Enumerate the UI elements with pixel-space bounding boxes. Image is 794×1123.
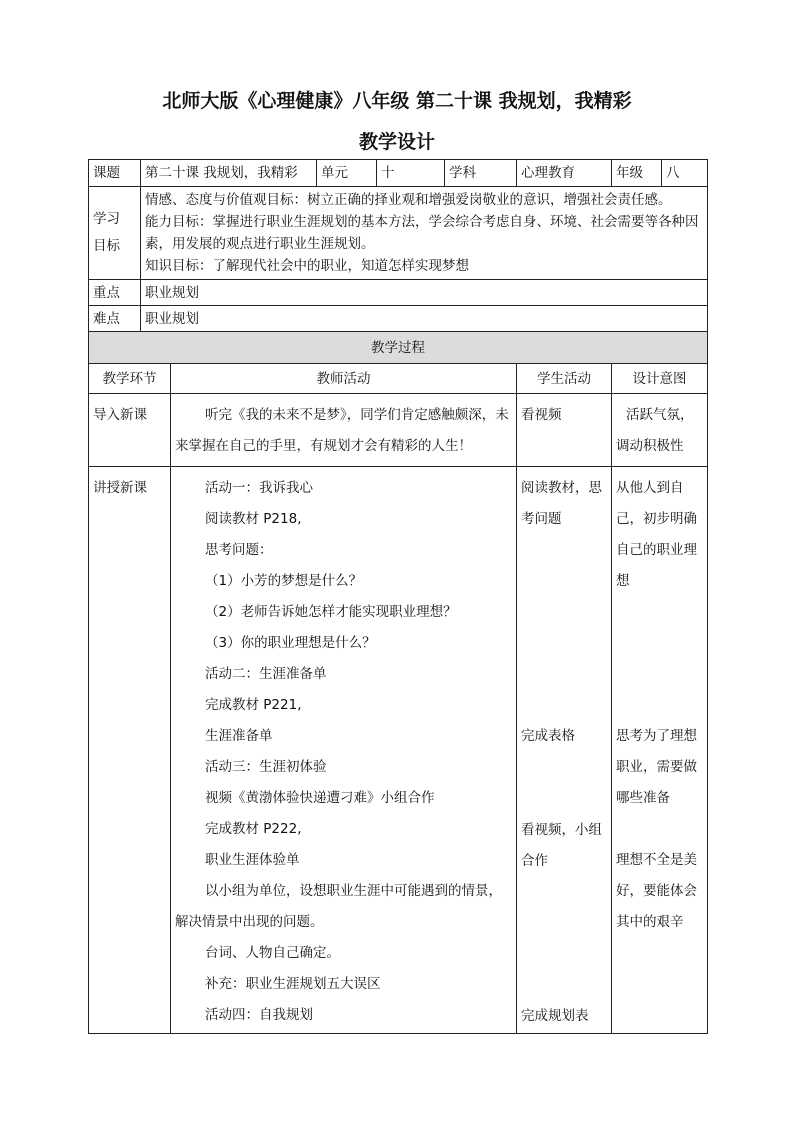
header-teacher: 教师活动 (171, 364, 517, 394)
goals-label-2: 目标 (93, 238, 120, 254)
teacher-line: （2）老师告诉她怎样才能实现职业理想？ (205, 604, 457, 620)
subject-label: 学科 (445, 160, 517, 187)
lecture-student (517, 467, 612, 1034)
student-activity: 完成规划表 (521, 1008, 589, 1024)
header-intent: 设计意图 (612, 364, 708, 394)
student-activity: 看视频，小组合作 (521, 822, 603, 869)
intro-intent: 活跃气氛，调动积极性 (612, 394, 708, 467)
difficulty-label: 难点 (89, 306, 141, 332)
teacher-line: 阅读教材 P218, (205, 511, 302, 527)
unit-label: 单元 (317, 160, 377, 187)
key-value: 职业规划 (141, 280, 708, 306)
teacher-line: 视频《黄渤体验快递遭刁难》小组合作 (205, 790, 435, 806)
teacher-line: （3）你的职业理想是什么？ (205, 635, 376, 651)
intro-row (89, 394, 708, 467)
teacher-line: 以小组为单位，设想职业生涯中可能遇到的情景，解决情景中出现的问题。 (175, 883, 502, 930)
design-intent: 从他人到自己，初步明确自己的职业理想 (616, 480, 698, 589)
unit-value: 十 (377, 160, 445, 187)
teacher-line: 生涯准备单 (205, 728, 273, 744)
difficulty-value: 职业规划 (141, 306, 708, 332)
lecture-teacher (171, 467, 517, 1034)
topic-label: 课题 (89, 160, 141, 187)
teacher-line: 思考问题： (205, 542, 273, 558)
teacher-line: 活动四：自我规划 (205, 1007, 313, 1023)
teacher-line: 职业生涯体验单 (205, 852, 300, 868)
process-title: 教学过程 (89, 332, 708, 364)
lecture-intent (612, 467, 708, 1034)
lecture-row (89, 467, 708, 1034)
teacher-line: 台词、人物自己确定。 (205, 945, 340, 961)
grade-label: 年级 (612, 160, 662, 187)
intro-phase: 导入新课 (89, 394, 171, 467)
lecture-phase: 讲授新课 (89, 467, 171, 1034)
teacher-line: 完成教材 P222, (205, 821, 302, 837)
teacher-line: 补充：职业生涯规划五大误区 (205, 976, 381, 992)
key-point-row (89, 280, 708, 306)
header-phase: 教学环节 (89, 364, 171, 394)
subject-value: 心理教育 (517, 160, 612, 187)
goals-row (89, 187, 708, 280)
grade-value: 八 (662, 160, 708, 187)
goals-label-1: 学习 (93, 211, 120, 227)
goal-emotion: 情感、态度与价值观目标：树立正确的择业观和增强爱岗敬业的意识，增强社会责任感。 (145, 192, 672, 208)
teacher-line: 活动二：生涯准备单 (205, 666, 327, 682)
header-student: 学生活动 (517, 364, 612, 394)
info-row (89, 160, 708, 187)
teacher-line: 完成教材 P221, (205, 697, 302, 713)
teacher-line: （1）小芳的梦想是什么？ (205, 573, 363, 589)
intro-teacher: 听完《我的未来不是梦》，同学们肯定感触颇深，未来掌握在自己的手里，有规划才会有精彩的人生！ (171, 394, 517, 467)
difficulty-row (89, 306, 708, 332)
intro-student: 看视频 (517, 394, 612, 467)
student-activity: 阅读教材，思考问题 (521, 480, 603, 527)
process-header-row (89, 364, 708, 394)
key-label: 重点 (89, 280, 141, 306)
teacher-line: 活动三：生涯初体验 (205, 759, 327, 775)
student-activity: 完成表格 (521, 728, 576, 744)
document-subtitle: 教学设计 (358, 131, 435, 153)
goal-ability: 能力目标：掌握进行职业生涯规划的基本方法，学会综合考虑自身、环境、社会需要等各种因素，用发展的观点进行职业生涯规划。 (145, 214, 699, 252)
process-section-row (89, 332, 708, 364)
design-intent: 理想不全是美好，要能体会其中的艰辛 (616, 852, 698, 930)
lesson-plan-table (88, 159, 708, 1034)
goal-knowledge: 知识目标：了解现代社会中的职业，知道怎样实现梦想 (145, 258, 469, 274)
design-intent: 思考为了理想职业，需要做哪些准备 (616, 728, 698, 806)
topic-value: 第二十课 我规划，我精彩 (141, 160, 317, 187)
teacher-line: 活动一：我诉我心 (205, 480, 313, 496)
document-title: 北师大版《心理健康》八年级 第二十课 我规划，我精彩 (162, 90, 632, 112)
